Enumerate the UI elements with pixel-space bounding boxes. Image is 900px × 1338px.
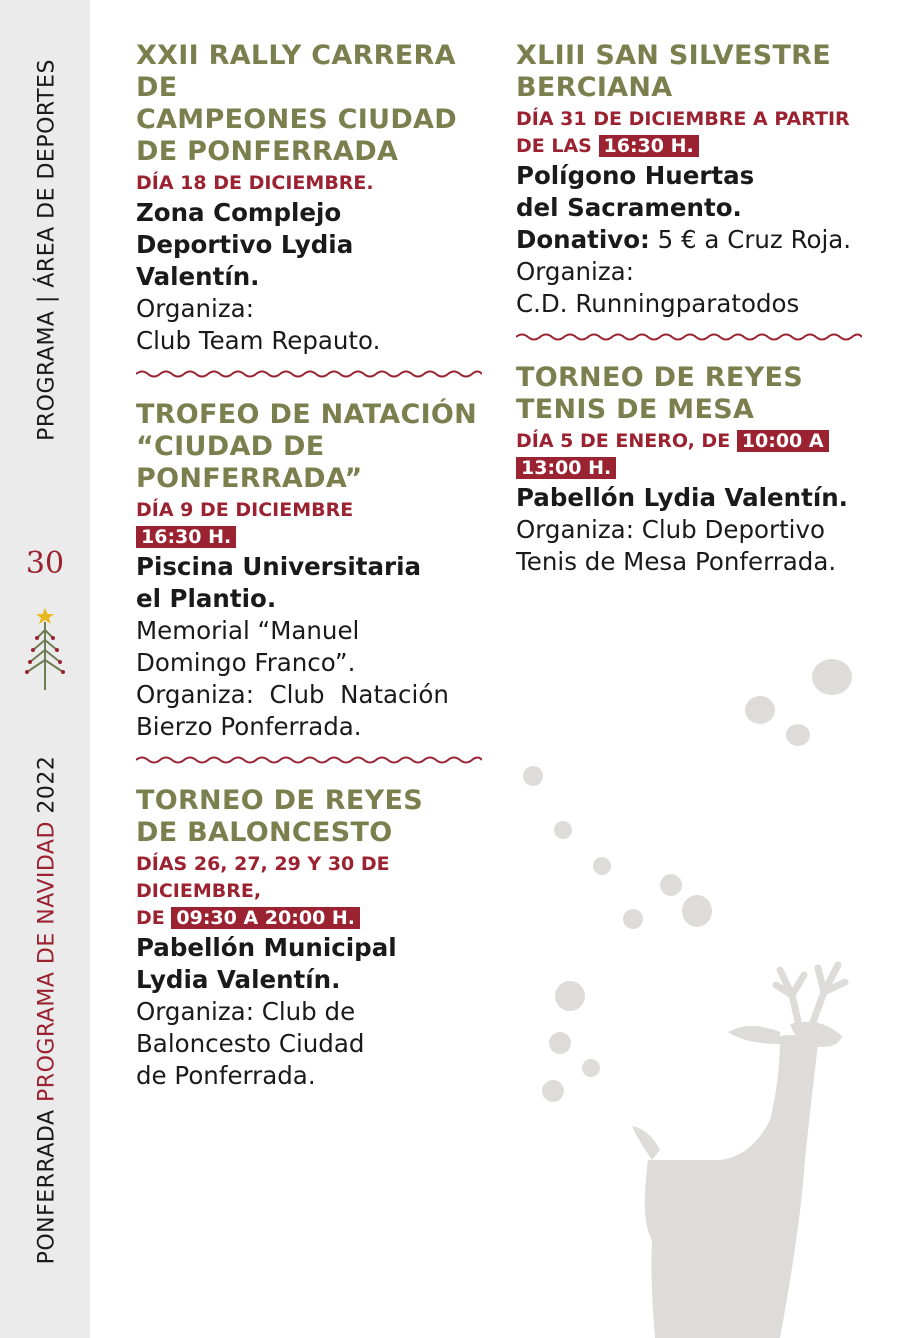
reindeer-decoration <box>480 640 900 1338</box>
date-text: DICIEMBRE, <box>136 880 262 902</box>
title-line: TROFEO DE NATACIÓN <box>136 399 478 430</box>
sidebar <box>0 0 90 1338</box>
info-line: Bierzo Ponferrada. <box>136 712 362 741</box>
title-line: TORNEO DE REYES <box>136 785 423 816</box>
event-rally <box>136 40 482 357</box>
title-line: “CIUDAD DE <box>136 431 325 462</box>
event-organizer <box>136 996 482 1092</box>
venue-line: el Plantio. <box>136 584 277 613</box>
events-right-column <box>516 40 862 578</box>
date-text: DÍA 31 DE DICIEMBRE A PARTIR <box>516 108 850 130</box>
title-line: TENIS DE MESA <box>516 394 755 425</box>
wavy-divider <box>136 369 482 379</box>
info-line: Organiza: Club Deportivo <box>516 515 825 544</box>
venue-line: Polígono Huertas <box>516 161 755 190</box>
event-venue <box>136 197 482 293</box>
event-date <box>516 428 862 482</box>
info-line: Club Team Repauto. <box>136 326 381 355</box>
event-date: DÍA 18 DE DICIEMBRE. <box>136 172 374 194</box>
info-line: Organiza: Club Natación <box>136 680 449 709</box>
date-text: DE <box>136 907 165 929</box>
info-line: de Ponferrada. <box>136 1061 316 1090</box>
event-time-badge: 16:30 H. <box>136 526 236 548</box>
title-line: PONFERRADA” <box>136 463 363 494</box>
info-line: Tenis de Mesa Ponferrada. <box>516 547 837 576</box>
event-organizer <box>516 256 862 320</box>
event-date <box>516 106 862 160</box>
event-date <box>136 497 482 551</box>
venue-line: Lydia Valentín. <box>136 965 341 994</box>
christmas-tree-icon <box>19 606 71 692</box>
title-line: BERCIANA <box>516 72 673 103</box>
event-venue <box>516 160 862 224</box>
event-san-silvestre <box>516 40 862 320</box>
event-venue <box>136 932 482 996</box>
date-text: DE LAS <box>516 135 592 157</box>
sidebar-program-title <box>35 756 60 1265</box>
event-date <box>136 851 482 932</box>
date-text: DÍA 5 DE ENERO, DE <box>516 430 731 452</box>
event-time-badge: 10:00 A <box>737 430 829 452</box>
venue-line: Piscina Universitaria <box>136 552 422 581</box>
city-label: PONFERRADA <box>34 1109 60 1265</box>
event-organizer <box>136 293 482 357</box>
info-line: Organiza: <box>136 294 254 323</box>
title-line: CAMPEONES CIUDAD <box>136 104 457 135</box>
info-line: C.D. Runningparatodos <box>516 289 800 318</box>
info-line: Domingo Franco”. <box>136 648 356 677</box>
page-number: 30 <box>25 546 65 581</box>
title-line: DE BALONCESTO <box>136 817 393 848</box>
event-time-badge: 16:30 H. <box>599 135 699 157</box>
event-title <box>136 40 482 168</box>
info-line: Organiza: Club de <box>136 997 356 1026</box>
event-donation <box>516 224 862 256</box>
event-table-tennis-tournament <box>516 362 862 578</box>
info-line: Baloncesto Ciudad <box>136 1029 365 1058</box>
events-left-column <box>136 40 482 1092</box>
wavy-divider <box>516 332 862 342</box>
venue-line: Zona Complejo <box>136 198 342 227</box>
event-title <box>516 40 862 104</box>
donation-value: 5 € a Cruz Roja. <box>657 225 852 254</box>
date-text: DÍAS 26, 27, 29 Y 30 DE <box>136 853 390 875</box>
date-text: DÍA 9 DE DICIEMBRE <box>136 499 354 521</box>
event-title <box>516 362 862 426</box>
title-line: XXII RALLY CARRERA DE <box>136 40 456 103</box>
event-organizer <box>516 514 862 578</box>
event-basketball-tournament <box>136 785 482 1092</box>
sidebar-section-title: PROGRAMA | ÁREA DE DEPORTES <box>34 59 60 441</box>
venue-line: Deportivo Lydia Valentín. <box>136 230 354 291</box>
venue-line: del Sacramento. <box>516 193 742 222</box>
event-time-badge: 09:30 A 20:00 H. <box>171 907 360 929</box>
year-label: 2022 <box>34 755 60 814</box>
event-swimming-trophy <box>136 399 482 743</box>
event-time-badge: 13:00 H. <box>516 457 616 479</box>
title-line: XLIII SAN SILVESTRE <box>516 40 832 71</box>
donation-label: Donativo: <box>516 225 650 254</box>
event-title <box>136 399 482 495</box>
venue-line: Pabellón Municipal <box>136 933 397 962</box>
wavy-divider <box>136 755 482 765</box>
program-label: PROGRAMA DE NAVIDAD <box>34 821 60 1102</box>
info-line: Organiza: <box>516 257 634 286</box>
event-title <box>136 785 482 849</box>
event-venue <box>136 551 482 615</box>
event-venue <box>516 482 862 514</box>
event-details <box>136 615 482 743</box>
title-line: DE PONFERRADA <box>136 136 399 167</box>
venue-line: Pabellón Lydia Valentín. <box>516 483 848 512</box>
info-line: Memorial “Manuel <box>136 616 360 645</box>
title-line: TORNEO DE REYES <box>516 362 803 393</box>
